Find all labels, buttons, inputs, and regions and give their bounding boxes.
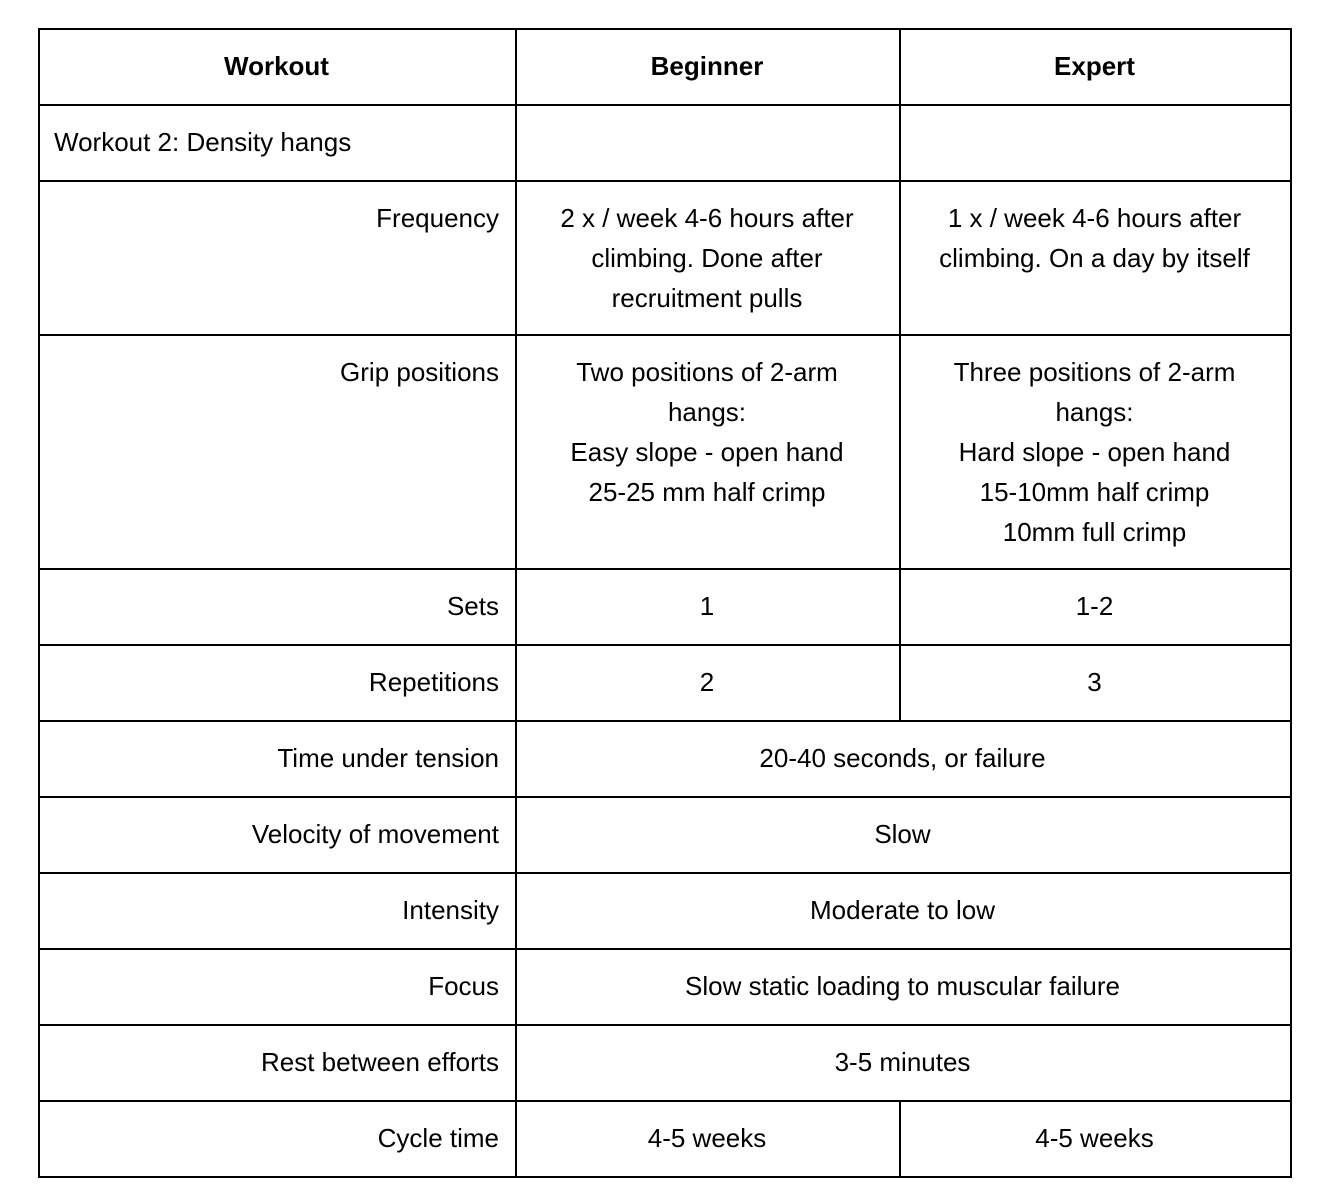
repetitions-label: Repetitions (39, 645, 516, 721)
repetitions-expert: 3 (900, 645, 1291, 721)
grip-expert-line: hangs: (1055, 397, 1134, 427)
frequency-label: Frequency (39, 181, 516, 335)
focus-value: Slow static loading to muscular failure (516, 949, 1291, 1025)
grip-beginner-line: Two positions of 2-arm (576, 357, 838, 387)
focus-row (39, 949, 1291, 1025)
sets-beginner: 1 (516, 569, 900, 645)
frequency-beginner-line: 2 x / week 4-6 hours after (560, 203, 854, 233)
sets-row (39, 569, 1291, 645)
cycle-time-row (39, 1101, 1291, 1177)
grip-expert-line: 15-10mm half crimp (979, 477, 1210, 507)
rest-value: 3-5 minutes (516, 1025, 1291, 1101)
repetitions-row (39, 645, 1291, 721)
time-under-tension-label: Time under tension (39, 721, 516, 797)
intensity-value: Moderate to low (516, 873, 1291, 949)
frequency-beginner-line: climbing. Done after (591, 243, 823, 273)
time-under-tension-value: 20-40 seconds, or failure (516, 721, 1291, 797)
grip-expert-line: Three positions of 2-arm (953, 357, 1236, 387)
velocity-row (39, 797, 1291, 873)
grip-beginner-line: hangs: (667, 397, 747, 427)
frequency-beginner (516, 181, 900, 335)
cycle-time-expert: 4-5 weeks (900, 1101, 1291, 1177)
rest-label: Rest between efforts (39, 1025, 516, 1101)
sets-expert: 1-2 (900, 569, 1291, 645)
time-under-tension-row (39, 721, 1291, 797)
header-row (39, 29, 1291, 105)
rest-row (39, 1025, 1291, 1101)
cycle-time-label: Cycle time (39, 1101, 516, 1177)
intensity-row (39, 873, 1291, 949)
title-row (39, 105, 1291, 181)
title-beginner-cell (516, 105, 900, 181)
grip-beginner-line: Easy slope - open hand (570, 437, 844, 467)
sets-label: Sets (39, 569, 516, 645)
grip-beginner-line: 25-25 mm half crimp (588, 477, 826, 507)
frequency-expert-line: climbing. On a day by itself (939, 243, 1250, 273)
cycle-time-beginner: 4-5 weeks (516, 1101, 900, 1177)
grip-positions-expert (900, 335, 1291, 569)
workout-title: Workout 2: Density hangs (39, 105, 516, 181)
velocity-value: Slow (516, 797, 1291, 873)
grip-expert-line: Hard slope - open hand (958, 437, 1231, 467)
grip-positions-label: Grip positions (39, 335, 516, 569)
frequency-beginner-line: recruitment pulls (611, 283, 803, 313)
frequency-row (39, 181, 1291, 335)
focus-label: Focus (39, 949, 516, 1025)
grip-positions-beginner (516, 335, 900, 569)
grip-positions-row (39, 335, 1291, 569)
velocity-label: Velocity of movement (39, 797, 516, 873)
repetitions-beginner: 2 (516, 645, 900, 721)
title-expert-cell (900, 105, 1291, 181)
workout-table (38, 28, 1292, 1178)
header-beginner: Beginner (516, 29, 900, 105)
frequency-expert-line: 1 x / week 4-6 hours after (947, 203, 1242, 233)
intensity-label: Intensity (39, 873, 516, 949)
header-expert: Expert (900, 29, 1291, 105)
header-workout: Workout (39, 29, 516, 105)
grip-expert-line: 10mm full crimp (1002, 517, 1187, 547)
frequency-expert (900, 181, 1291, 335)
